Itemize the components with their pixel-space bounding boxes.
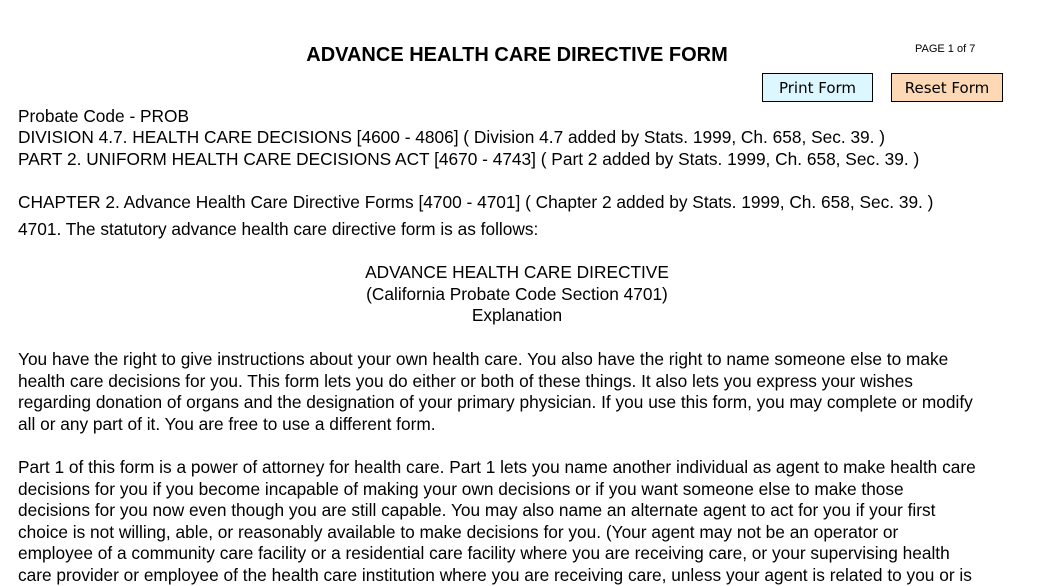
paragraph-line: care provider or employee of the health care institution where you are receiving care, unless your agent is related to you or is [18, 565, 1023, 586]
paragraph-line: all or any part of it. You are free to use a different form. [18, 414, 1023, 436]
paragraph-line: choice is not willing, able, or reasonably available to make decisions for you. (Your agent may not be an operator or [18, 522, 1023, 544]
division-line: DIVISION 4.7. HEALTH CARE DECISIONS [4600 - 4806] ( Division 4.7 added by Stats. 1999, Ch. 658, Sec. 39. ) [18, 127, 885, 149]
page-indicator: PAGE 1 of 7 [915, 42, 975, 56]
paragraph-line: regarding donation of organs and the designation of your primary physician. If you use this form, you may complete or modify [18, 392, 1023, 414]
section-line: 4701. The statutory advance health care directive form is as follows: [18, 219, 538, 241]
paragraph-line: employee of a community care facility or a residential care facility where you are receiving care, or your supervising health [18, 543, 1023, 565]
chapter-line: CHAPTER 2. Advance Health Care Directive Forms [4700 - 4701] ( Chapter 2 added by Stats. 1999, Ch. 658, Sec. 39. ) [18, 192, 933, 214]
form-subheading: (California Probate Code Section 4701) [0, 284, 1034, 306]
paragraph-line: decisions for you if you become incapable of making your own decisions or if you want someone else to make those [18, 479, 1023, 501]
print-form-button[interactable]: Print Form [762, 73, 873, 102]
paragraph-line: health care decisions for you. This form lets you do either or both of these things. It also lets you express your wishes [18, 371, 1023, 393]
explanation-heading: Explanation [0, 305, 1034, 327]
part-line: PART 2. UNIFORM HEALTH CARE DECISIONS ACT [4670 - 4743] ( Part 2 added by Stats. 1999, Ch. 658, Sec. 39. ) [18, 149, 919, 171]
paragraph-intro [18, 349, 1023, 435]
paragraph-part1 [18, 457, 1023, 586]
paragraph-line: Part 1 of this form is a power of attorney for health care. Part 1 lets you name another individual as agent to make health care [18, 457, 1023, 479]
reset-form-button[interactable]: Reset Form [891, 73, 1003, 102]
code-line: Probate Code - PROB [18, 106, 189, 128]
form-heading: ADVANCE HEALTH CARE DIRECTIVE [0, 262, 1034, 284]
paragraph-line: decisions for you now even though you are still capable. You may also name an alternate agent to act for you if your first [18, 500, 1023, 522]
paragraph-line: You have the right to give instructions about your own health care. You also have the right to name someone else to make [18, 349, 1023, 371]
document-title: ADVANCE HEALTH CARE DIRECTIVE FORM [0, 42, 1034, 68]
